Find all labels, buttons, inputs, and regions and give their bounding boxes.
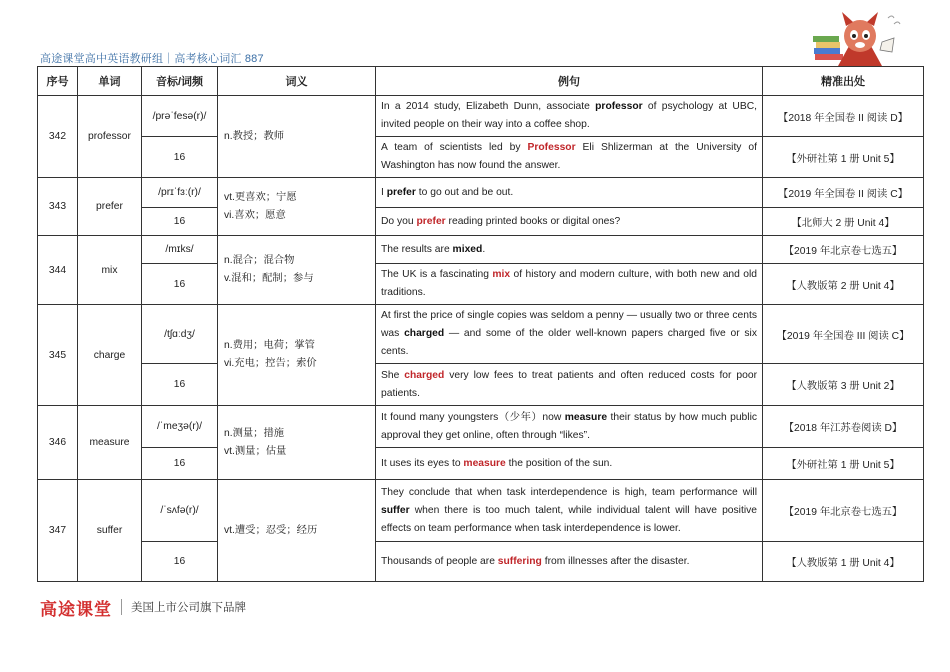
example-sentence: It uses its eyes to measure the position of the sun. [376,448,763,480]
entry-number: 344 [38,236,78,305]
table-row [38,236,924,264]
entry-word: professor [78,96,142,178]
header-number: 序号 [38,67,78,96]
example-sentence: A team of scientists led by Professor Eli Shlizerman at the University of Washington has now found the answer. [376,137,763,178]
footer-divider [121,599,122,615]
example-source: 【2019 年全国卷 III 阅读 C】 [763,305,924,364]
vocabulary-table [37,66,924,582]
example-source: 【2018 年全国卷 II 阅读 D】 [763,96,924,137]
entry-number: 342 [38,96,78,178]
example-source: 【外研社第 1 册 Unit 5】 [763,448,924,480]
table-row [38,406,924,448]
example-sentence: Thousands of people are suffering from illnesses after the disaster. [376,542,763,582]
entry-meaning [218,96,376,178]
entry-frequency: 16 [142,137,218,178]
entry-number: 345 [38,305,78,406]
entry-word: prefer [78,178,142,236]
brand-logo: 高途课堂 [40,599,112,619]
example-sentence: It found many youngsters（少年）now measure their status by how much public approval they get online, often through “likes”. [376,406,763,448]
table-row [38,480,924,542]
entry-frequency: 16 [142,542,218,582]
entry-meaning [218,406,376,480]
header-word: 单词 [78,67,142,96]
entry-word: charge [78,305,142,406]
entry-number: 343 [38,178,78,236]
example-source: 【2019 年北京卷七选五】 [763,236,924,264]
entry-frequency: 16 [142,364,218,406]
example-source: 【人教版第 2 册 Unit 4】 [763,264,924,305]
mascot-illustration [808,8,904,70]
meaning-line: vt.遭受；忍受；经历 [224,524,318,536]
example-source: 【2019 年北京卷七选五】 [763,480,924,542]
meaning-line: vi.喜欢；愿意 [224,209,286,221]
page-header: 高途课堂高中英语教研组｜高考核心词汇 887 [40,53,264,65]
example-source: 【人教版第 1 册 Unit 4】 [763,542,924,582]
table-row [38,208,924,236]
table-row [38,96,924,137]
meaning-line: vi.充电；控告；索价 [224,358,317,369]
example-sentence: I prefer to go out and be out. [376,178,763,208]
example-sentence: Do you prefer reading printed books or digital ones? [376,208,763,236]
table-row [38,178,924,208]
example-source: 【北师大 2 册 Unit 4】 [763,208,924,236]
example-source: 【2019 年全国卷 II 阅读 C】 [763,178,924,208]
example-source: 【2018 年江苏卷阅读 D】 [763,406,924,448]
entry-phonetic: /tʃɑːdʒ/ [142,305,218,364]
meaning-line: n.教授；教师 [224,130,285,142]
header-meaning: 词义 [218,67,376,96]
header-source: 精准出处 [763,67,924,96]
entry-meaning [218,305,376,406]
entry-phonetic: /ˈsʌfə(r)/ [142,480,218,542]
entry-word: mix [78,236,142,305]
meaning-line: vt.更喜欢；宁愿 [224,191,297,203]
table-row [38,137,924,178]
meaning-line: n.费用；电荷；掌管 [224,340,315,351]
header-example: 例句 [376,67,763,96]
example-source: 【人教版第 3 册 Unit 2】 [763,364,924,406]
table-row [38,542,924,582]
meaning-line: v.混和；配制；参与 [224,273,314,284]
entry-meaning [218,480,376,582]
entry-phonetic: /ˈmeʒə(r)/ [142,406,218,448]
example-sentence: She charged very low fees to treat patients and often reduced costs for poor patients. [376,364,763,406]
entry-phonetic: /mɪks/ [142,236,218,264]
entry-phonetic: /prɪˈfɜː(r)/ [142,178,218,208]
table-row [38,305,924,364]
table-row [38,264,924,305]
header-phonetic: 音标/词频 [142,67,218,96]
entry-frequency: 16 [142,264,218,305]
entry-meaning [218,236,376,305]
table-header-row [38,67,924,96]
meaning-line: n.测量；措施 [224,427,285,439]
table-row [38,448,924,480]
brand-slogan: 美国上市公司旗下品牌 [131,602,246,614]
entry-frequency: 16 [142,208,218,236]
example-sentence: The UK is a fascinating mix of history and modern culture, with both new and old traditions. [376,264,763,305]
page-footer [40,596,246,618]
example-sentence: In a 2014 study, Elizabeth Dunn, associate professor of psychology at UBC, invited people on their way into a coffee shop. [376,96,763,137]
entry-phonetic: /prəˈfesə(r)/ [142,96,218,137]
entry-word: suffer [78,480,142,582]
entry-frequency: 16 [142,448,218,480]
example-sentence: The results are mixed. [376,236,763,264]
meaning-line: vt.测量；估量 [224,445,287,457]
entry-word: measure [78,406,142,480]
example-sentence: They conclude that when task interdependence is high, team performance will suffer when there is too much talent, while individual talent will have positive effects on team performance when task interdependence is lower. [376,480,763,542]
entry-number: 347 [38,480,78,582]
table-row [38,364,924,406]
entry-meaning [218,178,376,236]
example-sentence: At first the price of single copies was seldom a penny — usually two or three cents was charged — and some of the older well-known papers charged five or six cents. [376,305,763,364]
example-source: 【外研社第 1 册 Unit 5】 [763,137,924,178]
entry-number: 346 [38,406,78,480]
meaning-line: n.混合；混合物 [224,255,295,266]
